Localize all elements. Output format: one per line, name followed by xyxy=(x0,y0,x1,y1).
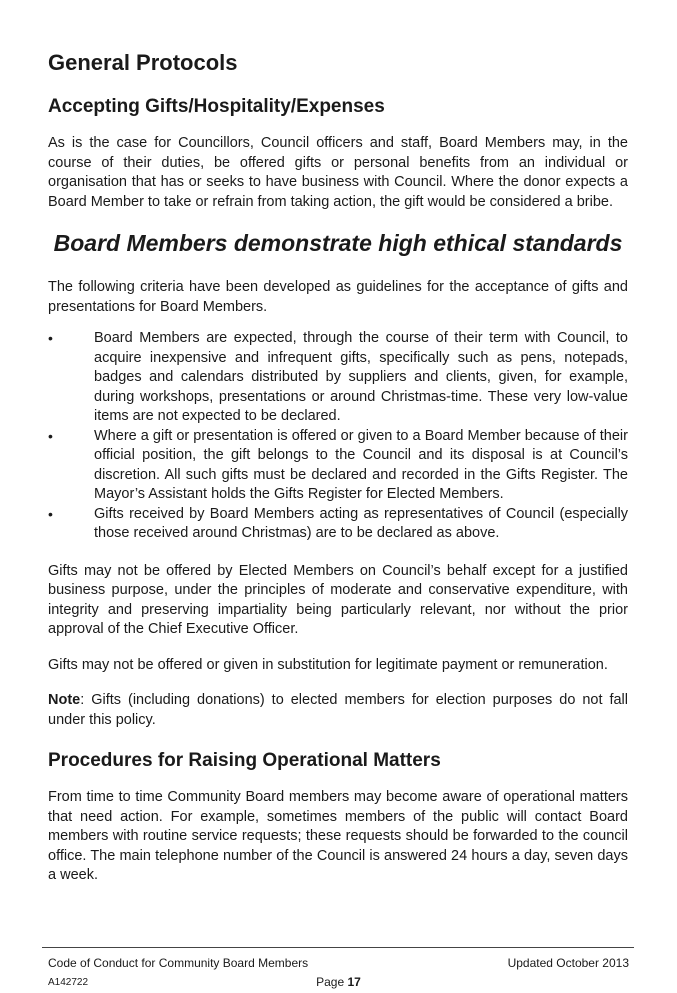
bullet-icon: • xyxy=(48,505,53,522)
criteria-intro: The following criteria have been developed as guidelines for the acceptance of gifts and presentations for Board Members. xyxy=(48,279,628,315)
gifts-offered-paragraph: Gifts may not be offered by Elected Members on Council’s behalf except for a justified business purpose, under the principles of moderate and conservative expenditure, with integrity and preserving impartiality being particularly relevant, nor without the prior approval of the Chief Executive Officer. xyxy=(48,562,628,637)
ethical-standards-callout: Board Members demonstrate high ethical standards xyxy=(53,230,623,256)
list-item-text: Board Members are expected, through the course of their term with Council, to acquire inexpensive and infrequent gifts, specifically such as pens, notepads, badges and calendars distributed by suppliers and clients, given, for example, during workshops, presentations or around Christmas-time. These very low-value items are not expected to be declared. xyxy=(94,330,628,424)
note-label: Note xyxy=(48,692,81,708)
note-paragraph xyxy=(48,691,628,730)
footer-updated-date: Updated October 2013 xyxy=(507,956,629,970)
page-title: General Protocols xyxy=(48,50,238,75)
footer-document-title: Code of Conduct for Community Board Members xyxy=(48,956,309,970)
list-item xyxy=(48,329,628,427)
page-label: Page xyxy=(316,975,345,989)
section-heading-gifts: Accepting Gifts/Hospitality/Expenses xyxy=(48,96,385,117)
note-text: : Gifts (including donations) to elected members for election purposes do not fall under this policy. xyxy=(48,692,628,728)
operational-paragraph: From time to time Community Board members may become aware of operational matters that need action. For example, sometimes members of the public will contact Board members with routine service requests; these requests should be forwarded to the council office. The main telephone number of the Council is answered 24 hours a day, seven days a week. xyxy=(48,789,628,883)
section-heading-operational: Procedures for Raising Operational Matters xyxy=(48,750,441,771)
page-content xyxy=(48,48,628,902)
bullet-icon: • xyxy=(48,330,53,346)
list-item-text: Gifts received by Board Members acting as representatives of Council (especially those received around Christmas) are to be declared as above. xyxy=(94,505,628,541)
gifts-paragraph: As is the case for Councillors, Council officers and staff, Board Members may, in the course of their duties, be offered gifts or personal benefits from an individual or organisation that has or seeks to have business with Council. Where the donor expects a Board Member to take or refrain from taking action, the gift would be considered a bribe. xyxy=(48,135,628,210)
footer-page-number xyxy=(0,974,677,990)
bullet-icon: • xyxy=(48,427,53,444)
page-number: 17 xyxy=(347,975,361,989)
list-item xyxy=(48,505,628,544)
footer-reference: A142722 xyxy=(48,977,89,988)
list-item-text: Where a gift or presentation is offered or given to a Board Member because of their official position, the gift belongs to the Council and its disposal is at Council’s discretion. All such gifts must be declared and recorded in the Gifts Register. The Mayor’s Assistant holds the Gifts Register for Elected Members. xyxy=(94,427,628,502)
criteria-list xyxy=(48,329,628,544)
gifts-substitution-paragraph: Gifts may not be offered or given in substitution for legitimate payment or remuneration. xyxy=(48,656,608,673)
footer-divider xyxy=(42,947,634,948)
list-item xyxy=(48,427,628,505)
